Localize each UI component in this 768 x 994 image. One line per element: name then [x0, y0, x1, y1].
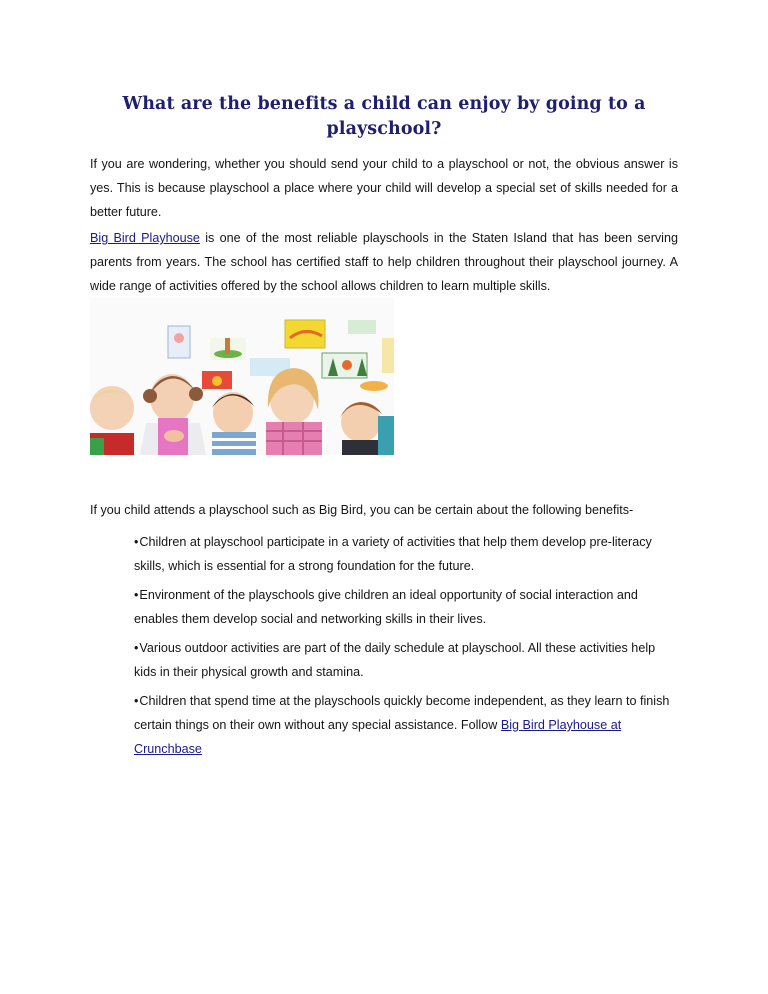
benefits-intro: If you child attends a playschool such as Big Bird, you can be certain about the following benefits- [90, 503, 634, 517]
benefits-list [134, 530, 674, 766]
benefit-item [134, 530, 674, 578]
benefit-text: Various outdoor activities are part of the daily schedule at playschool. All these activities help kids in their physical growth and stamina. [134, 641, 656, 679]
children-photo-illustration [90, 298, 394, 455]
document-title: What are the benefits a child can enjoy by going to a playschool? [122, 94, 646, 139]
children-photo [90, 298, 394, 455]
crunchbase-link[interactable]: Big Bird Playhouse at Crunchbase [134, 718, 622, 756]
about-paragraph-text: is one of the most reliable playschools in the Staten Island that has been serving parents from years. The school has certified staff to help children throughout their playschool journey. A wide range of activities offered by the school allows children to learn multiple skills. [90, 231, 678, 293]
bullet-icon: • [134, 588, 139, 602]
benefit-item [134, 689, 674, 761]
bullet-icon: • [134, 694, 139, 708]
intro-paragraph: If you are wondering, whether you should send your child to a playschool or not, the obvious answer is yes. This is because playschool a place where your child will develop a special set of skills needed for a better future. [90, 157, 678, 219]
big-bird-playhouse-link[interactable]: Big Bird Playhouse [90, 231, 200, 245]
benefit-item [134, 583, 674, 631]
bullet-icon: • [134, 535, 139, 549]
bullet-icon: • [134, 641, 139, 655]
about-paragraph [90, 226, 678, 298]
benefit-item [134, 636, 674, 684]
benefit-text: Children that spend time at the playschools quickly become independent, as they learn to finish certain things on their own without any special assistance. Follow [134, 694, 670, 732]
benefit-text: Environment of the playschools give children an ideal opportunity of social interaction and enables them develop social and networking skills in their lives. [134, 588, 638, 626]
benefit-text: Children at playschool participate in a variety of activities that help them develop pre-literacy skills, which is essential for a strong foundation for the future. [134, 535, 652, 573]
